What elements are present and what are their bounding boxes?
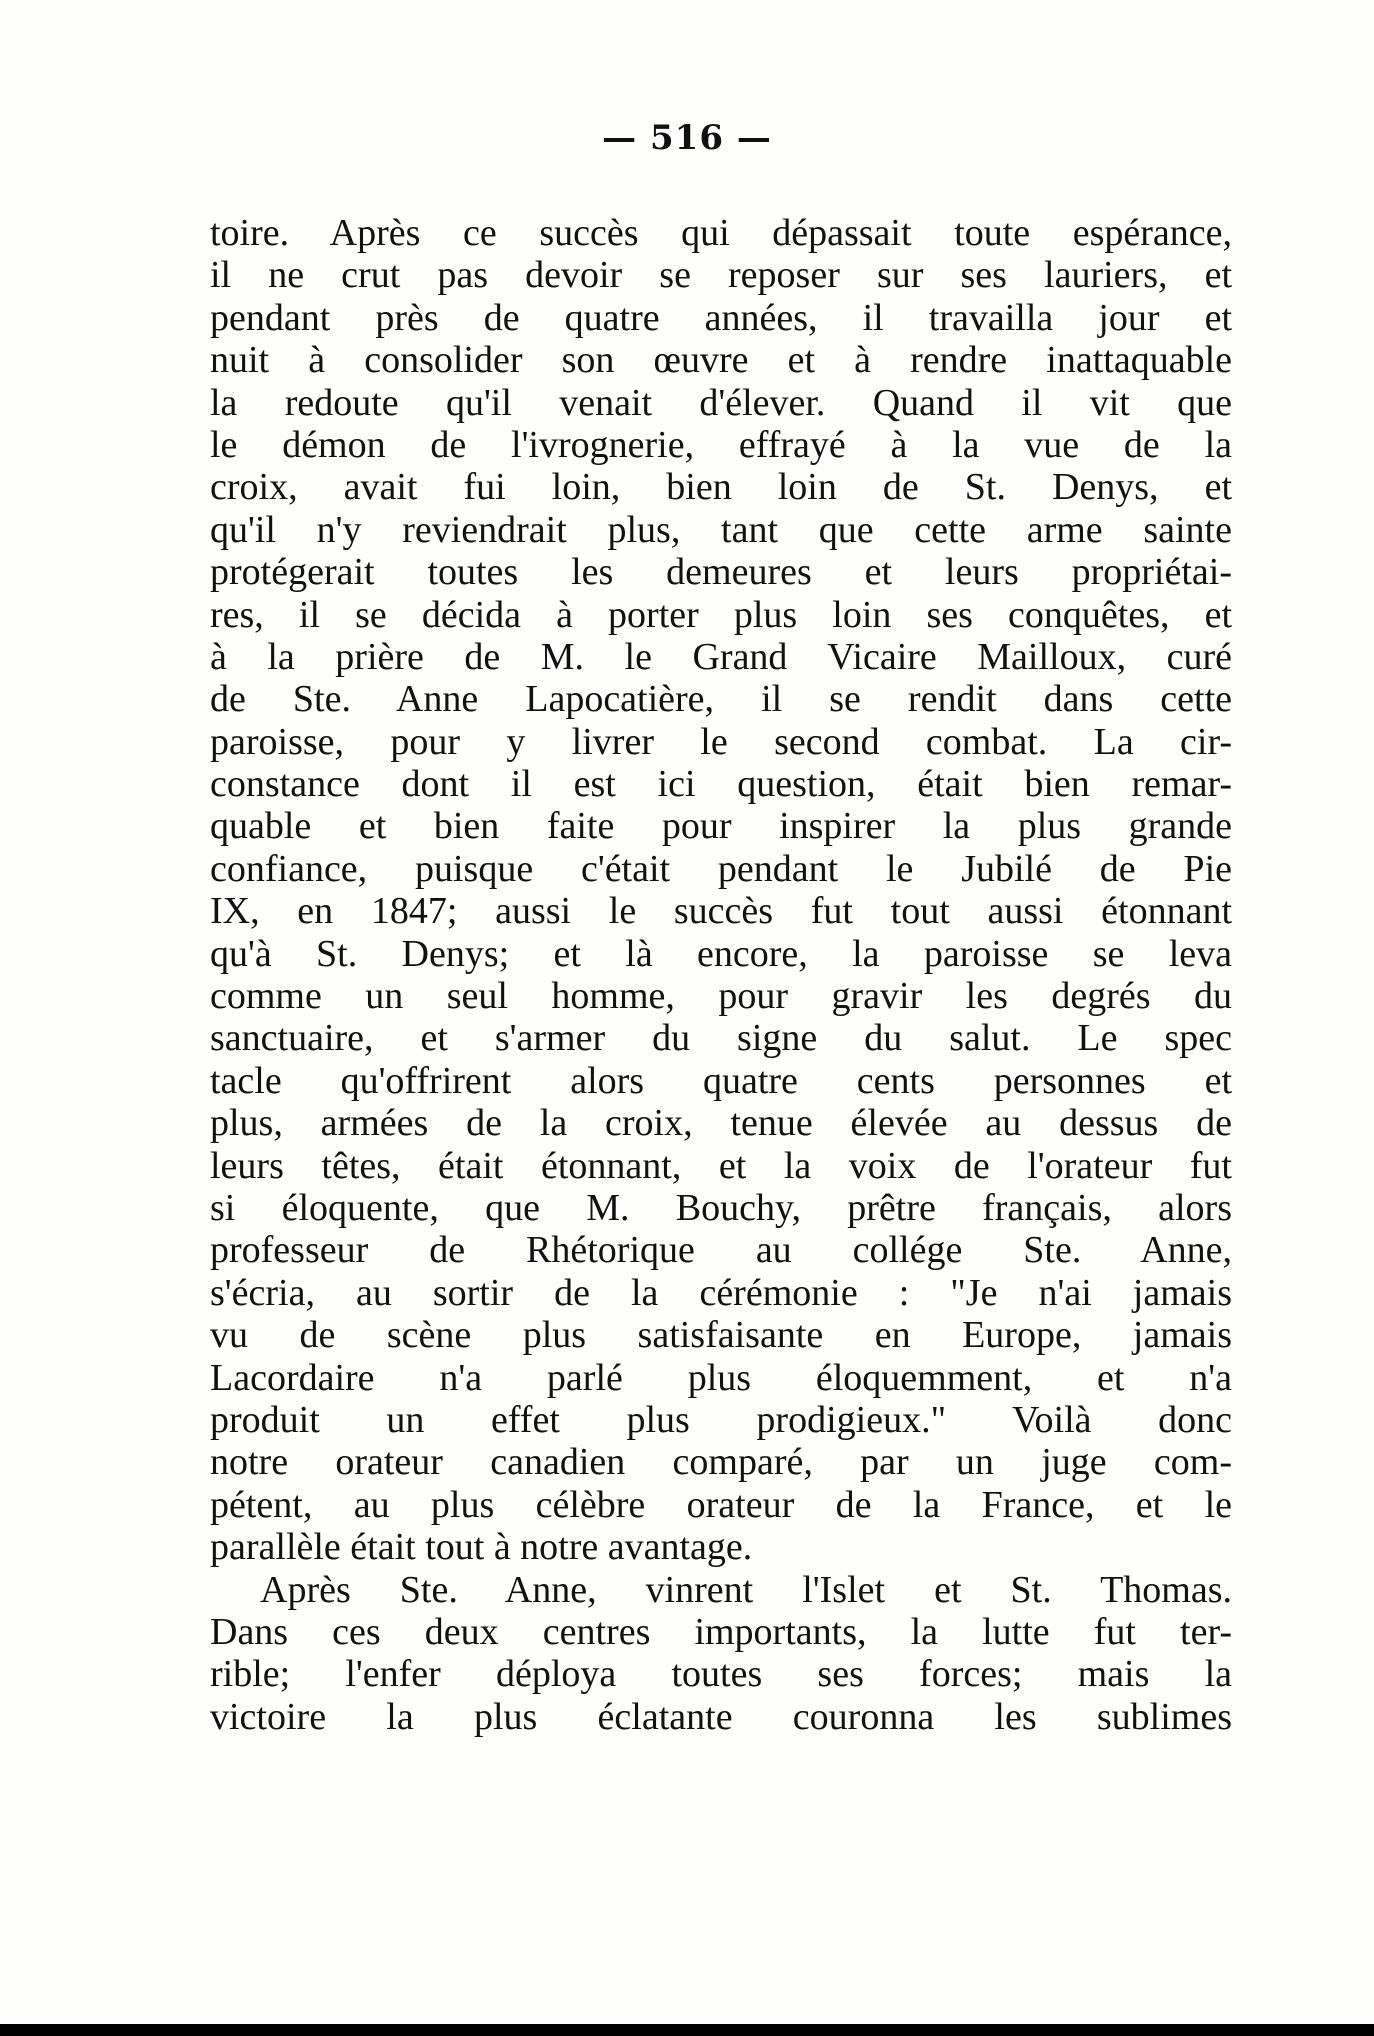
text-line: plus, armées de la croix, tenue élevée au dessus de bbox=[210, 1102, 1232, 1145]
text-line: la redoute qu'il venait d'élever. Quand il vit que bbox=[210, 381, 1232, 424]
text-line: produit un effet plus prodigieux." Voilà donc bbox=[210, 1398, 1232, 1441]
text-line: pétent, au plus célèbre orateur de la France, et le bbox=[210, 1483, 1232, 1526]
text-line: leurs têtes, était étonnant, et la voix de l'orateur fut bbox=[210, 1144, 1232, 1187]
text-line: qu'il n'y reviendrait plus, tant que cette arme sainte bbox=[210, 508, 1232, 551]
text-line: notre orateur canadien comparé, par un juge com- bbox=[210, 1441, 1232, 1484]
text-line: parallèle était tout à notre avantage. bbox=[210, 1526, 753, 1569]
text-line: si éloquente, que M. Bouchy, prêtre français, alors bbox=[210, 1186, 1232, 1229]
text-line: le démon de l'ivrognerie, effrayé à la vue de la bbox=[210, 423, 1232, 466]
text-line: Après Ste. Anne, vinrent l'Islet et St. Thomas. bbox=[260, 1568, 1232, 1611]
text-line: constance dont il est ici question, était bien remar- bbox=[210, 763, 1232, 806]
text-line: tacle qu'offrirent alors quatre cents personnes et bbox=[210, 1059, 1232, 1102]
scan-border bbox=[0, 2024, 1374, 2036]
text-line: s'écria, au sortir de la cérémonie : "Je n'ai jamais bbox=[210, 1271, 1232, 1314]
text-line: victoire la plus éclatante couronna les sublimes bbox=[210, 1695, 1232, 1738]
text-line: Dans ces deux centres importants, la lutte fut ter- bbox=[210, 1610, 1232, 1653]
text-line: croix, avait fui loin, bien loin de St. Denys, et bbox=[210, 466, 1232, 509]
text-line: pendant près de quatre années, il travailla jour et bbox=[210, 296, 1232, 339]
text-line: vu de scène plus satisfaisante en Europe, jamais bbox=[210, 1314, 1232, 1357]
text-line: confiance, puisque c'était pendant le Jubilé de Pie bbox=[210, 847, 1232, 890]
text-line: sanctuaire, et s'armer du signe du salut. Le spec bbox=[210, 1017, 1232, 1060]
text-line: toire. Après ce succès qui dépassait toute espérance, bbox=[210, 212, 1232, 254]
text-line: nuit à consolider son œuvre et à rendre inattaquable bbox=[210, 339, 1232, 382]
body-text bbox=[210, 212, 1232, 1738]
text-line: qu'à St. Denys; et là encore, la paroisse se leva bbox=[210, 932, 1232, 975]
text-line: il ne crut pas devoir se reposer sur ses lauriers, et bbox=[210, 254, 1232, 297]
text-line: Lacordaire n'a parlé plus éloquemment, et n'a bbox=[210, 1356, 1232, 1399]
text-line: comme un seul homme, pour gravir les degrés du bbox=[210, 975, 1232, 1018]
text-line: de Ste. Anne Lapocatière, il se rendit dans cette bbox=[210, 678, 1232, 721]
text-line: à la prière de M. le Grand Vicaire Mailloux, curé bbox=[210, 635, 1232, 678]
text-line: IX, en 1847; aussi le succès fut tout aussi étonnant bbox=[210, 890, 1232, 933]
page-number: — 516 — bbox=[602, 118, 772, 158]
text-line: quable et bien faite pour inspirer la plus grande bbox=[210, 805, 1232, 848]
text-line: paroisse, pour y livrer le second combat. La cir- bbox=[210, 720, 1232, 763]
text-line: professeur de Rhétorique au collége Ste. Anne, bbox=[210, 1229, 1232, 1272]
text-line: protégerait toutes les demeures et leurs propriétai- bbox=[210, 551, 1232, 594]
text-line: res, il se décida à porter plus loin ses conquêtes, et bbox=[210, 593, 1232, 636]
text-line: rible; l'enfer déploya toutes ses forces; mais la bbox=[210, 1653, 1232, 1696]
